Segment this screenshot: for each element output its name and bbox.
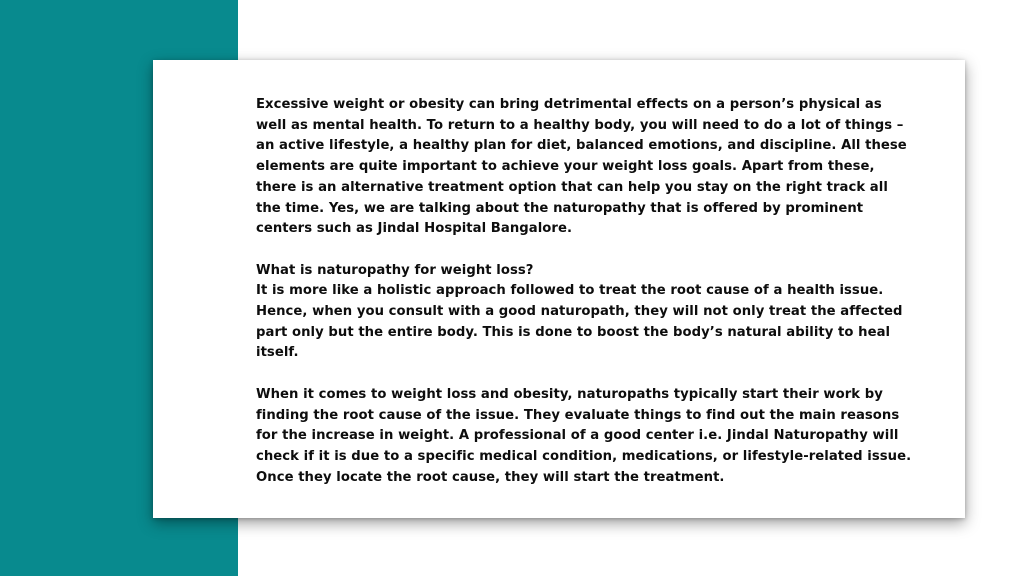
section-body-paragraph: It is more like a holistic approach followed to treat the root cause of a health issue. Hence, when you consult with a good naturopath, they will not only treat the affected part only but the entire body. This is done to boost the body’s natural ability to heal itself. [256,283,903,361]
paragraph-spacer [256,364,915,385]
treatment-paragraph: When it comes to weight loss and obesity, naturopaths typically start their work by finding the root cause of the issue. They evaluate things to find out the main reasons for the increase in weight. A professional of a good center i.e. Jindal Naturopathy will check if it is due to a specific medical condition, medications, or lifestyle-related issue. Once they locate the root cause, they will start the treatment. [256,386,912,485]
paragraph-spacer [256,240,915,261]
content-card [153,60,965,518]
section-heading: What is naturopathy for weight loss? [256,262,534,278]
intro-paragraph: Excessive weight or obesity can bring detrimental effects on a person’s physical as well as mental health. To return to a healthy body, you will need to do a lot of things – an active lifestyle, a healthy plan for diet, balanced emotions, and discipline. All these elements are quite important to achieve your weight loss goals. Apart from these, there is an alternative treatment option that can help you stay on the right track all the time. Yes, we are talking about the naturopathy that is offered by prominent centers such as Jindal Hospital Bangalore. [256,97,907,237]
